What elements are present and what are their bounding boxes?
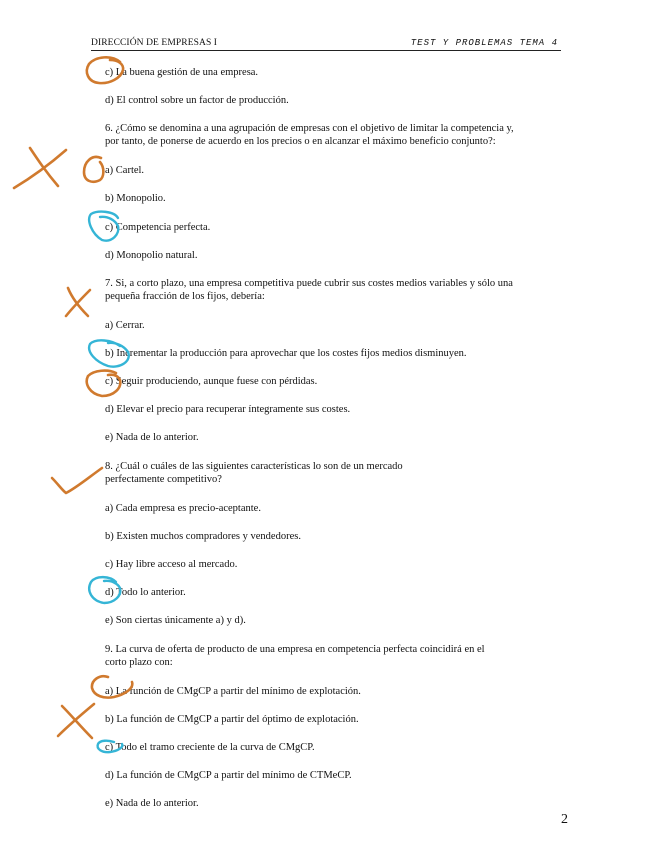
q6-option-d: d) Monopolio natural. — [105, 250, 198, 261]
question-9 — [105, 643, 563, 669]
q5-option-c: c) La buena gestión de una empresa. — [105, 67, 259, 78]
q7-option-b: b) Incrementar la producción para aprovechar que los costes fijos medios disminuyen. — [105, 348, 467, 359]
question-6-line-2: por tanto, de ponerse de acuerdo en los precios o en alcanzar el máximo beneficio conjunto?: — [105, 136, 496, 147]
q8-option-e: e) Son ciertas únicamente a) y d). — [105, 615, 246, 626]
q9-option-a: a) La función de CMgCP a partir del mínimo de explotación. — [105, 686, 361, 697]
question-9-line-2: corto plazo con: — [105, 657, 173, 668]
q8-option-d: d) Todo lo anterior. — [105, 587, 186, 598]
q6-option-c: c) Competencia perfecta. — [105, 222, 211, 233]
q7-option-c: c) Seguir produciendo, aunque fuese con pérdidas. — [105, 376, 318, 387]
q5-option-d: d) El control sobre un factor de producción. — [105, 95, 289, 106]
q6-option-b: b) Monopolio. — [105, 193, 166, 204]
q8-option-c: c) Hay libre acceso al mercado. — [105, 559, 238, 570]
question-8-line-1: 8. ¿Cuál o cuáles de las siguientes características lo son de un mercado — [105, 461, 403, 472]
header-course-title: DIRECCIÓN DE EMPRESAS I — [91, 38, 218, 48]
question-8-line-2: perfectamente competitivo? — [105, 474, 222, 485]
circle-mark-q6a — [84, 157, 103, 182]
question-7-line-1: 7. Si, a corto plazo, una empresa competitiva puede cubrir sus costes medios variables y sólo una — [105, 278, 513, 289]
question-6 — [105, 122, 563, 148]
q9-option-d: d) La función de CMgCP a partir del mínimo de CTMeCP. — [105, 770, 352, 781]
question-7-line-2: pequeña fracción de los fijos, debería: — [105, 291, 265, 302]
question-9-line-1: 9. La curva de oferta de producto de una empresa en competencia perfecta coincidirá en el — [105, 644, 485, 655]
x-mark-q6 — [14, 148, 66, 188]
q9-option-e: e) Nada de lo anterior. — [105, 798, 199, 809]
x-mark-q7 — [66, 288, 90, 316]
x-mark-q9 — [58, 704, 94, 738]
header-section-title: TEST Y PROBLEMAS TEMA 4 — [410, 38, 558, 48]
q6-option-a: a) Cartel. — [105, 165, 145, 176]
question-7 — [105, 277, 563, 303]
page-number: 2 — [561, 812, 568, 827]
question-8 — [105, 460, 563, 486]
check-mark-q8 — [52, 468, 102, 493]
header-rule — [91, 50, 561, 51]
q7-option-e: e) Nada de lo anterior. — [105, 432, 199, 443]
q8-option-b: b) Existen muchos compradores y vendedores. — [105, 531, 301, 542]
question-6-line-1: 6. ¿Cómo se denomina a una agrupación de empresas con el objetivo de limitar la competencia y, — [105, 123, 514, 134]
q9-option-c: c) Todo el tramo creciente de la curva de CMgCP. — [105, 742, 315, 753]
q7-option-d: d) Elevar el precio para recuperar íntegramente sus costes. — [105, 404, 351, 415]
q9-option-b: b) La función de CMgCP a partir del óptimo de explotación. — [105, 714, 359, 725]
q8-option-a: a) Cada empresa es precio-aceptante. — [105, 503, 261, 514]
q7-option-a: a) Cerrar. — [105, 320, 145, 331]
